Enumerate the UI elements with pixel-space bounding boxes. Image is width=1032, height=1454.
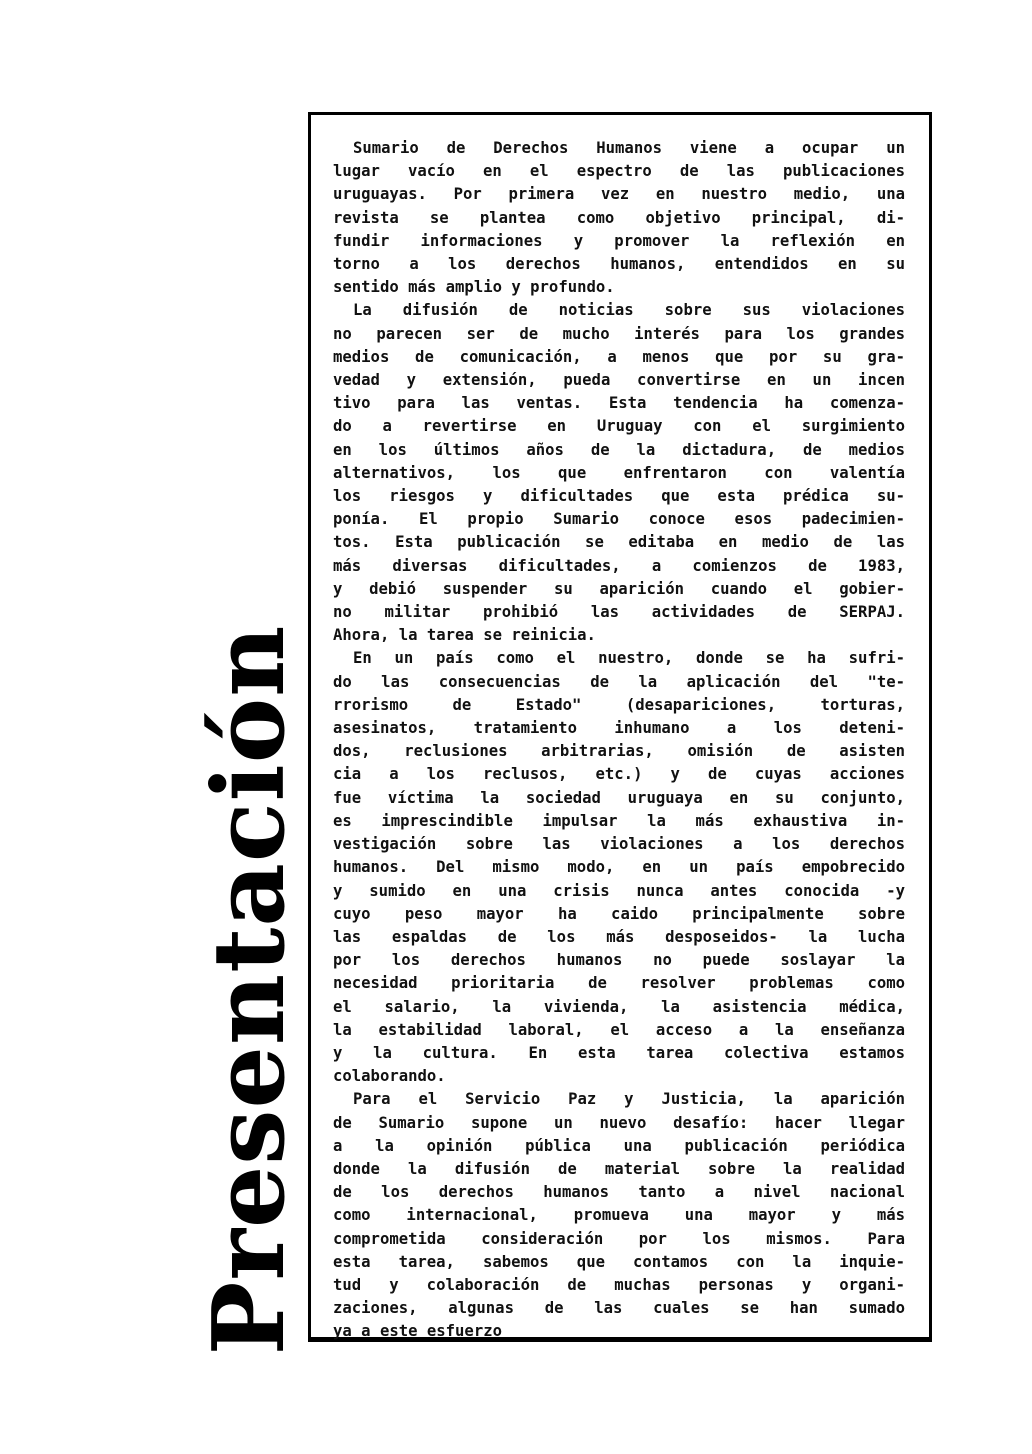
text-line: la estabilidad laboral, el acceso a la enseñanza (333, 1020, 905, 1039)
text-line: zaciones, algunas de las cuales se han sumado (333, 1299, 905, 1318)
text-line: ya a este esfuerzo (333, 1322, 502, 1341)
text-line: como internacional, promueva una mayor y más (333, 1206, 905, 1225)
text-line: torno a los derechos humanos, entendidos en su (333, 255, 905, 274)
text-line: uruguayas. Por primera vez en nuestro medio, una (333, 185, 905, 204)
text-line: tos. Esta publicación se editaba en medio de las (333, 533, 905, 552)
text-line: sentido más amplio y profundo. (333, 278, 615, 297)
text-line: las espaldas de los más desposeidos- la lucha (333, 927, 905, 946)
text-line: no parecen ser de mucho interés para los grandes (333, 324, 905, 343)
text-line: es imprescindible impulsar la más exhaustiva in- (333, 811, 905, 830)
text-line: esta tarea, sabemos que contamos con la inquie- (333, 1252, 905, 1271)
text-line: y debió suspender su aparición cuando el gobier- (333, 579, 905, 598)
text-line: fundir informaciones y promover la reflexión en (333, 231, 905, 250)
text-line: necesidad prioritaria de resolver problemas como (333, 974, 905, 993)
side-title: Presentación (192, 624, 307, 1356)
paragraph-1 (333, 137, 905, 299)
text-line: La difusión de noticias sobre sus violaciones (353, 301, 905, 320)
text-line: de los derechos humanos tanto a nivel nacional (333, 1183, 905, 1202)
text-line: vedad y extensión, pueda convertirse en un incen (333, 371, 905, 390)
text-line: tivo para las ventas. Esta tendencia ha comenza- (333, 394, 905, 413)
text-line: Para el Servicio Paz y Justicia, la aparición (353, 1090, 905, 1109)
text-line: no militar prohibió las actividades de SERPAJ. (333, 603, 905, 622)
text-line: por los derechos humanos no puede soslayar la (333, 951, 905, 970)
text-line: revista se plantea como objetivo principal, di- (333, 208, 905, 227)
text-line: a la opinión pública una publicación periódica (333, 1136, 905, 1155)
text-line: cuyo peso mayor ha caido principalmente sobre (333, 904, 905, 923)
text-frame (308, 112, 932, 1342)
text-line: Ahora, la tarea se reinicia. (333, 626, 596, 645)
text-line: vestigación sobre las violaciones a los derechos (333, 835, 905, 854)
text-body (333, 137, 905, 1344)
text-line: rrorismo de Estado" (desapariciones, torturas, (333, 695, 905, 714)
text-line: asesinatos, tratamiento inhumano a los deteni- (333, 719, 905, 738)
text-line: de Sumario supone un nuevo desafío: hacer llegar (333, 1113, 905, 1132)
text-line: más diversas dificultades, a comienzos de 1983, (333, 556, 905, 575)
text-line: Sumario de Derechos Humanos viene a ocupar un (353, 139, 905, 157)
text-line: dos, reclusiones arbitrarias, omisión de asisten (333, 742, 905, 761)
text-line: lugar vacío en el espectro de las publicaciones (333, 162, 905, 181)
text-line: do las consecuencias de la aplicación del "te- (333, 672, 905, 691)
side-title-container (192, 624, 307, 1356)
paragraph-2 (333, 299, 905, 647)
text-line: colaborando. (333, 1067, 446, 1086)
text-line: los riesgos y dificultades que esta prédica su- (333, 487, 905, 506)
text-line: tud y colaboración de muchas personas y organi- (333, 1275, 905, 1294)
text-line: donde la difusión de material sobre la realidad (333, 1159, 905, 1178)
text-line: el salario, la vivienda, la asistencia médica, (333, 997, 905, 1016)
text-line: y sumido en una crisis nunca antes conocida -y (333, 881, 905, 900)
paragraph-3 (333, 647, 905, 1088)
text-line: ponía. El propio Sumario conoce esos padecimien- (333, 510, 905, 529)
text-line: medios de comunicación, a menos que por su gra- (333, 347, 905, 366)
text-line: en los últimos años de la dictadura, de medios (333, 440, 905, 459)
paragraph-4 (333, 1088, 905, 1343)
text-line: En un país como el nuestro, donde se ha sufri- (353, 649, 905, 668)
text-line: y la cultura. En esta tarea colectiva estamos (333, 1043, 905, 1062)
text-line: alternativos, los que enfrentaron con valentía (333, 463, 905, 482)
text-line: cia a los reclusos, etc.) y de cuyas acciones (333, 765, 905, 784)
text-line: comprometida consideración por los mismos. Para (333, 1229, 905, 1248)
text-line: humanos. Del mismo modo, en un país empobrecido (333, 858, 905, 877)
text-line: do a revertirse en Uruguay con el surgimiento (333, 417, 905, 436)
text-line: fue víctima la sociedad uruguaya en su conjunto, (333, 788, 905, 807)
